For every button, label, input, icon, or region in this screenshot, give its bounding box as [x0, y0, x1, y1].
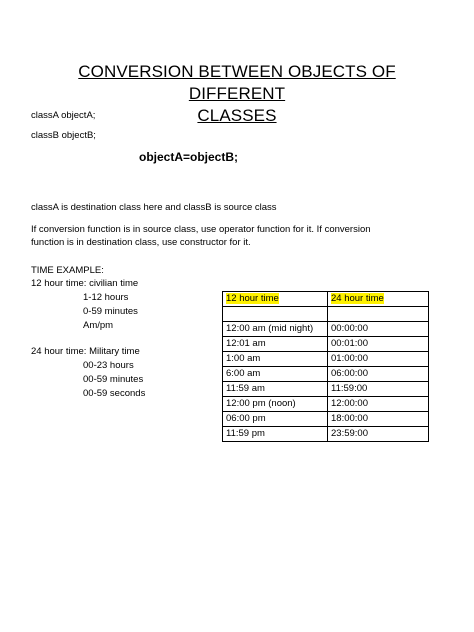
paragraph-line-1: If conversion function is in source class, use operator function for it. If conversion — [31, 224, 371, 235]
civilian-item: Am/pm — [83, 320, 114, 331]
code-line-class-a: classA objectA; — [31, 110, 96, 121]
civilian-item: 1-12 hours — [83, 292, 129, 303]
table-row — [223, 427, 429, 442]
cell-12-hour: 06:00 pm — [223, 412, 328, 427]
table-row — [223, 412, 429, 427]
table-header-cell — [223, 292, 328, 307]
cell-24-hour: 00:00:00 — [328, 322, 429, 337]
table-row — [223, 352, 429, 367]
table-header-row — [223, 292, 429, 307]
cell-12-hour: 11:59 am — [223, 382, 328, 397]
table-row — [223, 307, 429, 322]
cell-24-hour — [328, 307, 429, 322]
cell-24-hour: 06:00:00 — [328, 367, 429, 382]
cell-12-hour: 12:00 am (mid night) — [223, 322, 328, 337]
title-line-1: CONVERSION BETWEEN OBJECTS OF DIFFERENT — [78, 62, 396, 103]
cell-24-hour: 12:00:00 — [328, 397, 429, 412]
table-row — [223, 322, 429, 337]
military-item: 00-59 minutes — [83, 374, 144, 385]
cell-12-hour: 11:59 pm — [223, 427, 328, 442]
cell-12-hour: 6:00 am — [223, 367, 328, 382]
code-line-class-b: classB objectB; — [31, 130, 96, 141]
civilian-item: 0-59 minutes — [83, 306, 138, 317]
cell-24-hour: 18:00:00 — [328, 412, 429, 427]
cell-24-hour: 11:59:00 — [328, 382, 429, 397]
cell-12-hour — [223, 307, 328, 322]
explanation-paragraph — [31, 223, 451, 249]
cell-24-hour: 01:00:00 — [328, 352, 429, 367]
table-header-cell — [328, 292, 429, 307]
time-conversion-table — [222, 291, 429, 442]
cell-12-hour: 12:01 am — [223, 337, 328, 352]
military-heading: 24 hour time: Military time — [31, 346, 140, 357]
table-row — [223, 367, 429, 382]
table-row — [223, 337, 429, 352]
table-row — [223, 382, 429, 397]
paragraph-line-2: function is in destination class, use constructor for it. — [31, 237, 251, 248]
cell-24-hour: 00:01:00 — [328, 337, 429, 352]
code-assignment: objectA=objectB; — [139, 150, 239, 164]
cell-12-hour: 12:00 pm (noon) — [223, 397, 328, 412]
table-row — [223, 397, 429, 412]
time-example-heading: TIME EXAMPLE: — [31, 265, 104, 276]
header-12-hour: 12 hour time — [226, 293, 279, 304]
military-item: 00-23 hours — [83, 360, 134, 371]
military-item: 00-59 seconds — [83, 388, 146, 399]
cell-12-hour: 1:00 am — [223, 352, 328, 367]
header-24-hour: 24 hour time — [331, 293, 384, 304]
cell-24-hour: 23:59:00 — [328, 427, 429, 442]
explanation-line: classA is destination class here and classB is source class — [31, 202, 277, 213]
title-line-2: CLASSES — [197, 106, 277, 125]
civilian-heading: 12 hour time: civilian time — [31, 278, 139, 289]
